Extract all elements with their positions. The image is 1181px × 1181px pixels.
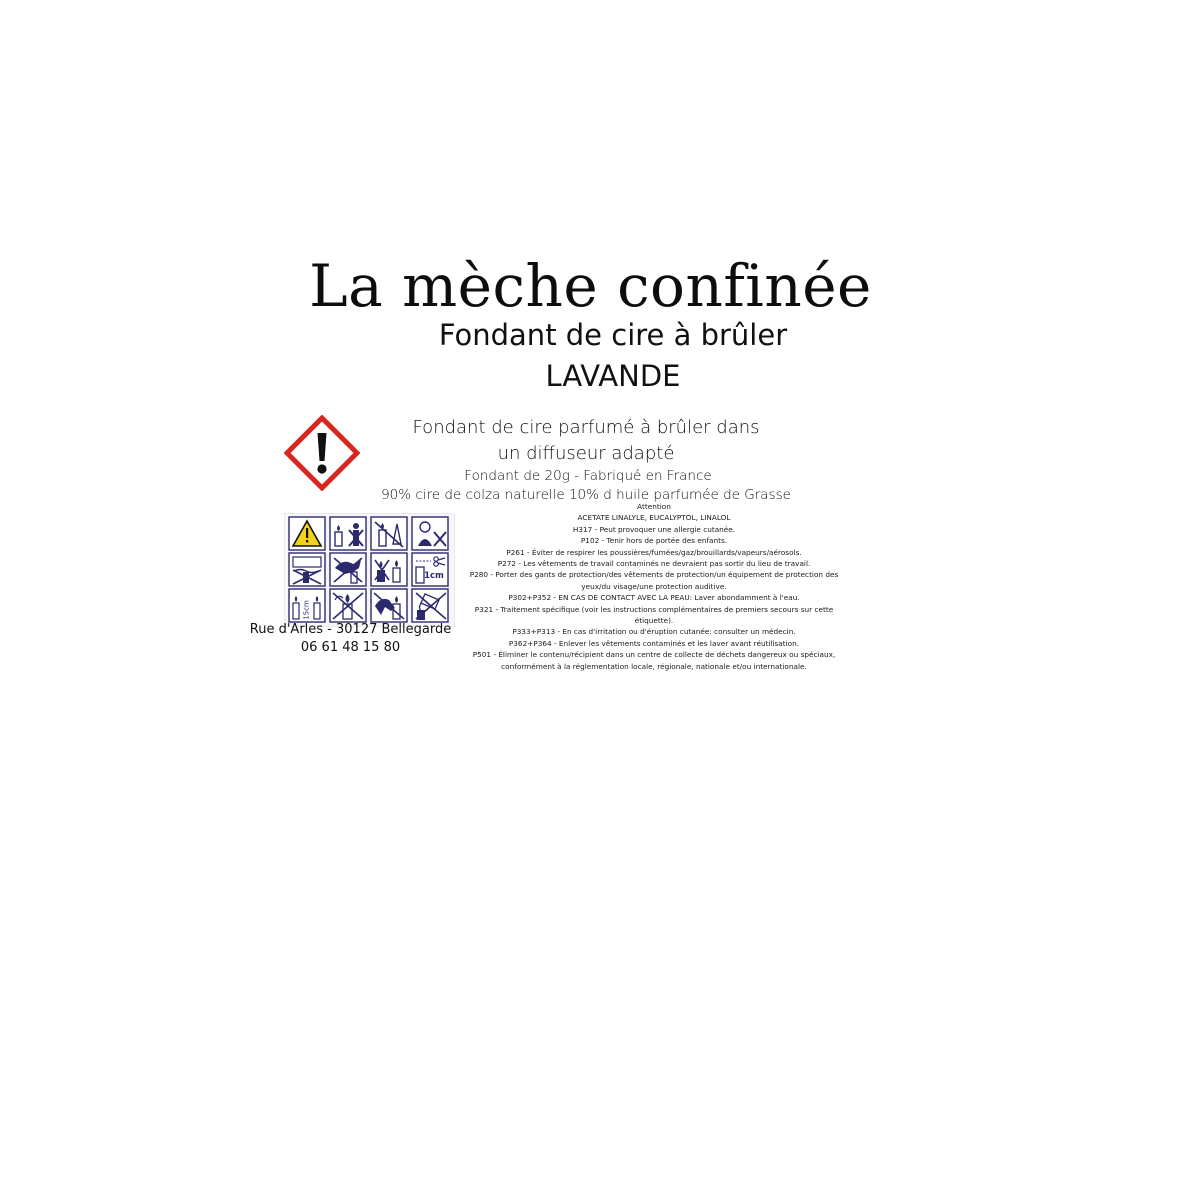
phone-line: 06 61 48 15 80 (300, 640, 401, 655)
precaution-statement: P321 - Traitement spécifique (voir les instructions complémentaires de premiers secours sur cette étiquette). (474, 604, 834, 626)
precaution-statement: P362+P364 - Enlever les vêtements contaminés et les laver avant réutilisation. (508, 638, 800, 648)
address-line: Rue d'Arles - 30127 Bellegarde (249, 622, 452, 637)
no-unattended-candle-icon (330, 517, 366, 550)
precaution-statement: P280 - Porter des gants de protection/des vêtements de protection/un équipement de protection des yeux/du visage/une protection auditive. (469, 570, 839, 591)
precaution-statement: P501 - Éliminer le contenu/récipient dans un centre de collecte de déchets dangereux ou spéciaux, conformément à la réglementation locale, régionale, nationale et/ou internationale. (472, 650, 836, 671)
hazard-statement: H317 - Peut provoquer une allergie cutanée. (572, 524, 736, 534)
no-draught-icon (289, 553, 325, 586)
no-pets-icon (330, 553, 366, 586)
precaution-statement: P272 - Les vêtements de travail contaminés ne devraient pas sortir du lieu de travail. (497, 559, 811, 569)
no-touch-hot-wax-icon (371, 589, 407, 622)
do-not-pour-wax-icon (412, 589, 448, 622)
composition-line: 90% cire de colza naturelle 10% d huile parfumée de Grasse (381, 487, 791, 503)
warning-triangle-icon (289, 517, 325, 550)
wick-trim-1cm-icon (412, 553, 448, 586)
precaution-statement: P102 - Tenir hors de portée des enfants. (580, 536, 728, 546)
brand-title: La mèche confinée (309, 252, 872, 320)
keep-away-from-children-icon (412, 517, 448, 550)
weight-origin-line: Fondant de 20g - Fabriqué en France (464, 468, 712, 484)
signal-word: Attention (637, 502, 671, 511)
scent-name: LAVANDE (545, 359, 681, 393)
description-line-1: Fondant de cire parfumé à brûler dans (412, 417, 760, 438)
description-line-2: un diffuseur adapté (497, 443, 675, 464)
candle-spacing-icon (289, 589, 325, 622)
no-flammable-nearby-icon (371, 517, 407, 550)
candle-safety-pictogram-grid (284, 513, 455, 627)
product-subtitle: Fondant de cire à brûler (438, 318, 788, 352)
hazard-warnings (463, 501, 845, 672)
trim-label: 1cm (424, 571, 444, 581)
precaution-statement: P261 - Éviter de respirer les poussières/fumées/gaz/brouillards/vapeurs/aérosols. (506, 547, 802, 557)
precaution-statement: P333+P313 - En cas d'irritation ou d'éruption cutanée: consulter un médecin. (512, 627, 796, 637)
no-water-extinguish-icon (330, 589, 366, 622)
no-moving-lit-candle-icon (371, 553, 407, 586)
precaution-statement: P302+P352 - EN CAS DE CONTACT AVEC LA PEAU: Laver abondamment à l'eau. (508, 593, 800, 603)
hazard-ingredients: ACETATE LINALYLE, EUCALYPTOL, LINALOL (577, 513, 731, 523)
spacing-label: 15cm (302, 600, 311, 620)
